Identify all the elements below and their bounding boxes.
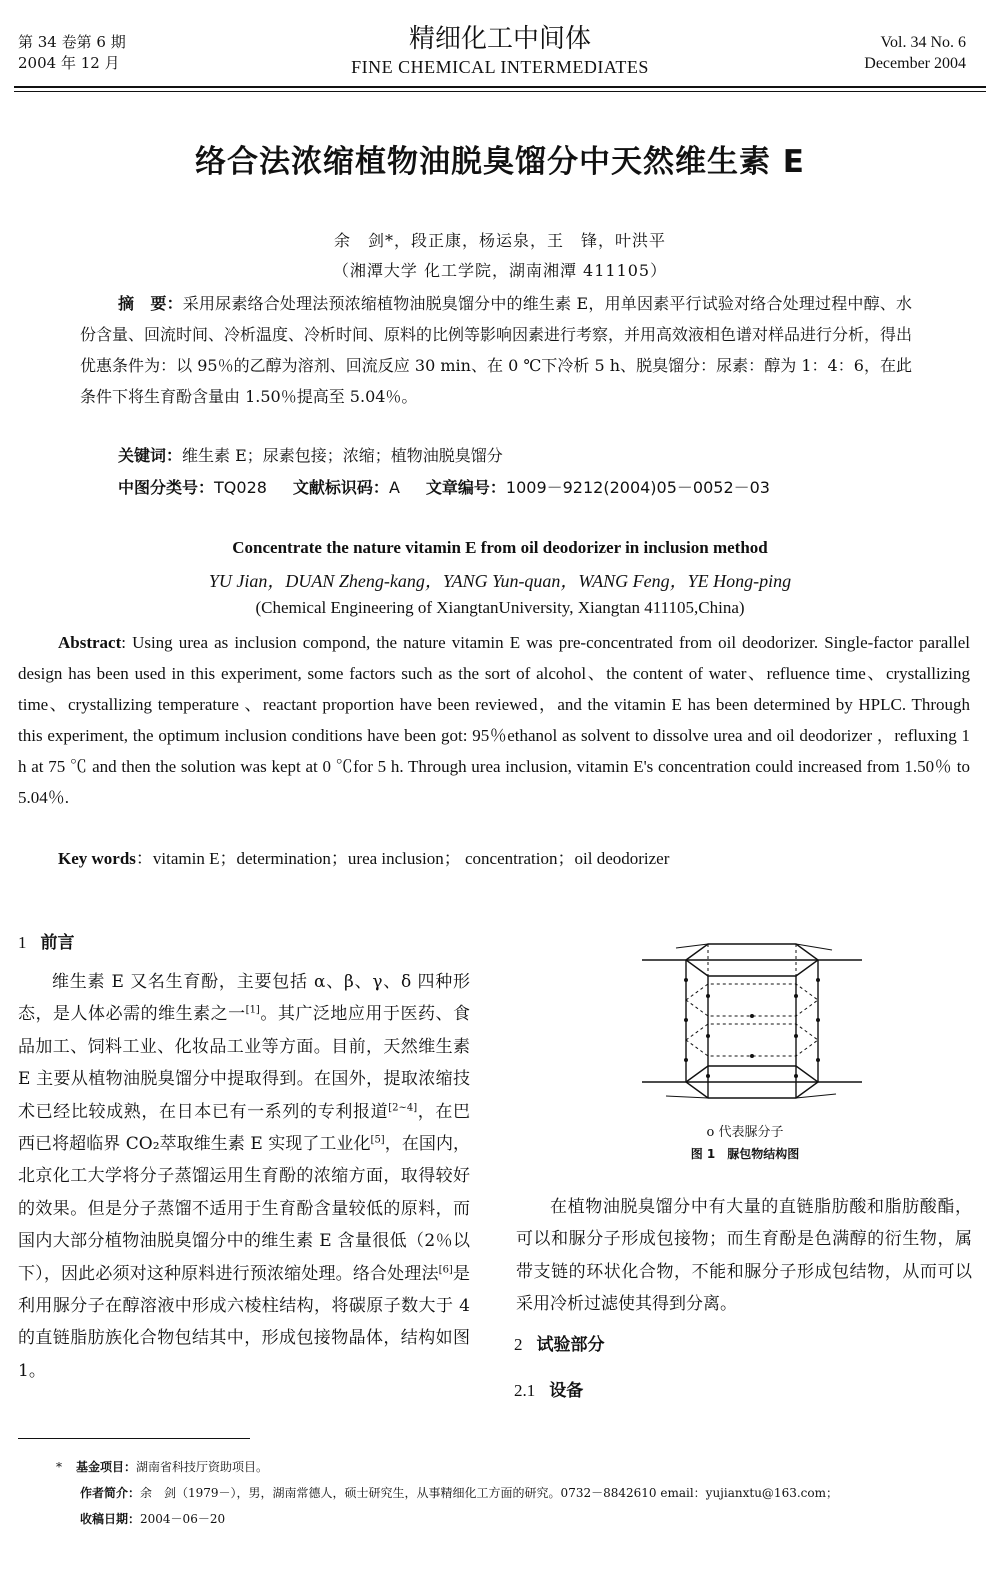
abstract-cn [80, 288, 912, 412]
header-right [864, 32, 966, 74]
received-date-label: 收稿日期： [80, 1512, 141, 1526]
footnote-funding [56, 1458, 268, 1476]
paper-title-cn: 络合法浓缩植物油脱臭馏分中天然维生素 E [195, 144, 805, 180]
journal-name-cn: 精细化工中间体 [408, 24, 591, 54]
journal-name-en: FINE CHEMICAL INTERMEDIATES [351, 57, 649, 77]
footnote-rule [18, 1438, 250, 1439]
keywords-en-text: ：vitamin E；determination；urea inclusion； concentration；oil deodorizer [135, 849, 670, 868]
abstract-cn-label: 摘 要： [118, 294, 183, 313]
para-text: 是利用脲分子在醇溶液中形成六棱柱结构，将碳原子数大于 4 的直链脂肪族化合物包结其中，形成包接物晶体，结构如图 1。 [18, 1263, 471, 1381]
author-bio-label: 作者简介： [80, 1486, 141, 1500]
keywords-cn-text: 维生素 E；尿素包接；浓缩；植物油脱臭馏分 [182, 446, 503, 465]
volume-cn: 第 34 卷第 6 期 [18, 33, 126, 51]
abstract-en-text: : Using urea as inclusion compond, the nature vitamin E was pre-concentrated from oil deodorizer. Single-factor parallel design has been used in this experiment, some factors such as the sort of alcohol、the content of water、refluence time、crystallizing time、crystallizing temperature 、reactant proportion have been reviewed，and the vitamin E has been determined by HPLC. Through this experiment, the optimum inclusion conditions have been got: 95％ethanol as solvent to dissolve urea and oil deodorizer ，refluxing 1 h at 75 ℃ and then the solution was kept at 0 ℃for 5 h. Through urea inclusion, vitamin E's concentration could increased from 1.50％ to 5.04％. [18, 633, 970, 807]
section-2-1-number: 2.1 [514, 1381, 536, 1400]
classification-line [118, 475, 770, 501]
article-no-label: 文章编号： [425, 478, 506, 497]
received-date-text: 2004－06－20 [140, 1512, 226, 1526]
author-bio-text: 余 剑（1979－），男，湖南常德人，硕士研究生，从事精细化工方面的研究。0732－8842610 email：yujianxtu@163.com； [140, 1486, 838, 1500]
volume-en: Vol. 34 No. 6 [880, 34, 966, 51]
header-rule-thin [14, 91, 986, 92]
section-1-paragraph-2: 在植物油脱臭馏分中有大量的直链脂肪酸和脂肪酸酯，可以和脲分子形成包接物；而生育酚是色满醇的衍生物，属带支链的环状化合物，不能和脲分子形成包结物，从而可以采用冷析过滤使其得到分离。 [516, 1197, 972, 1315]
footnote-author-bio [80, 1484, 838, 1502]
affiliation-en: (Chemical Engineering of XiangtanUniversity, Xiangtan 411105,China) [255, 598, 745, 617]
clc-label: 中图分类号： [118, 478, 215, 497]
section-1-title: 前言 [40, 933, 75, 953]
funding-label: 基金项目： [76, 1460, 137, 1474]
section-1-heading [18, 928, 75, 953]
section-2-1-heading [514, 1376, 583, 1401]
para-text: ，在国内，北京化工大学将分子蒸馏运用生育酚的浓缩方面，取得较好的效果。但是分子蒸馏不适用于生育酚含量较低的原料，而国内大部分植物油脱臭馏分中的维生素 E 含量很低（2％以下），因此必须对这种原料进行预浓缩处理。络合处理法 [18, 1134, 470, 1284]
figure-1-caption: 图 1 脲包物结构图 [690, 1147, 800, 1161]
doc-code-label: 文献标识码： [292, 478, 389, 497]
footnote-received-date [80, 1510, 225, 1528]
abstract-en [18, 627, 970, 813]
keywords-en-label: Key words [58, 849, 136, 868]
keywords-en [58, 846, 669, 872]
section-2-number: 2 [514, 1335, 523, 1354]
section-2-title: 试验部分 [536, 1335, 605, 1355]
date-en: December 2004 [864, 55, 966, 72]
footnote-mark: * [56, 1460, 62, 1474]
doc-code-value: A [388, 478, 400, 497]
funding-text: 湖南省科技厅资助项目。 [136, 1460, 269, 1474]
citation: [5] [370, 1134, 385, 1146]
section-1-paragraph-1 [18, 966, 470, 1387]
citation: [2~4] [388, 1101, 418, 1113]
clc-value: TQ028 [214, 478, 267, 497]
affiliation-cn: （湘潭大学 化工学院，湖南湘潭 411105） [332, 261, 668, 280]
keywords-cn-label: 关键词： [118, 446, 183, 465]
section-1-number: 1 [18, 933, 27, 952]
abstract-cn-text: 采用尿素络合处理法预浓缩植物油脱臭馏分中的维生素 E，用单因素平行试验对络合处理过程中醇、水份含量、回流时间、冷析温度、冷析时间、原料的比例等影响因素进行考察，并用高效液相色谱对样品进行分析，得出优惠条件为：以 95％的乙醇为溶剂、回流反应 30 min、在 0 ℃下冷析 5 h、脱臭馏分：尿素：醇为 1：4：6，在此条件下将生育酚含量由 1.50％提高至 5.04％。 [80, 294, 913, 406]
para-text: ，在巴西已将超临界 CO₂萃取维生素 E 实现了工业化 [18, 1101, 471, 1155]
paper-title-en: Concentrate the nature vitamin E from oil deodorizer in inclusion method [232, 538, 768, 557]
keywords-cn [118, 443, 503, 469]
citation: [1] [245, 1004, 260, 1016]
section-2-1-title: 设备 [549, 1381, 584, 1401]
para-text: 维生素 E 又名生育酚，主要包括 α、β、γ、δ 四种形态，是人体必需的维生素之一 [18, 972, 470, 1025]
abstract-en-label: Abstract [58, 633, 122, 652]
figure-1-legend: o 代表脲分子 [706, 1125, 784, 1140]
para-text: 。其广泛地应用于医药、食品加工、饲料工业、化妆品工业等方面。目前，天然维生素 E 主要从植物油脱臭馏分中提取得到。在国外，提取浓缩技术已经比较成熟，在日本已有一系列的专利报道 [18, 1004, 471, 1122]
section-2-heading [514, 1330, 605, 1355]
journal-name [0, 22, 1000, 78]
date-cn: 2004 年 12 月 [18, 54, 120, 72]
urea-inclusion-structure-figure [636, 920, 868, 1116]
authors-en: YU Jian，DUAN Zheng-kang，YANG Yun-quan，WANG Feng，YE Hong-ping [208, 571, 792, 591]
citation: [6] [438, 1264, 453, 1275]
header-rule-thick [14, 86, 986, 88]
authors-cn: 余 剑*，段正康，杨运泉，王 锋，叶洪平 [333, 231, 666, 250]
article-no-value: 1009－9212(2004)05－0052－03 [505, 478, 770, 497]
